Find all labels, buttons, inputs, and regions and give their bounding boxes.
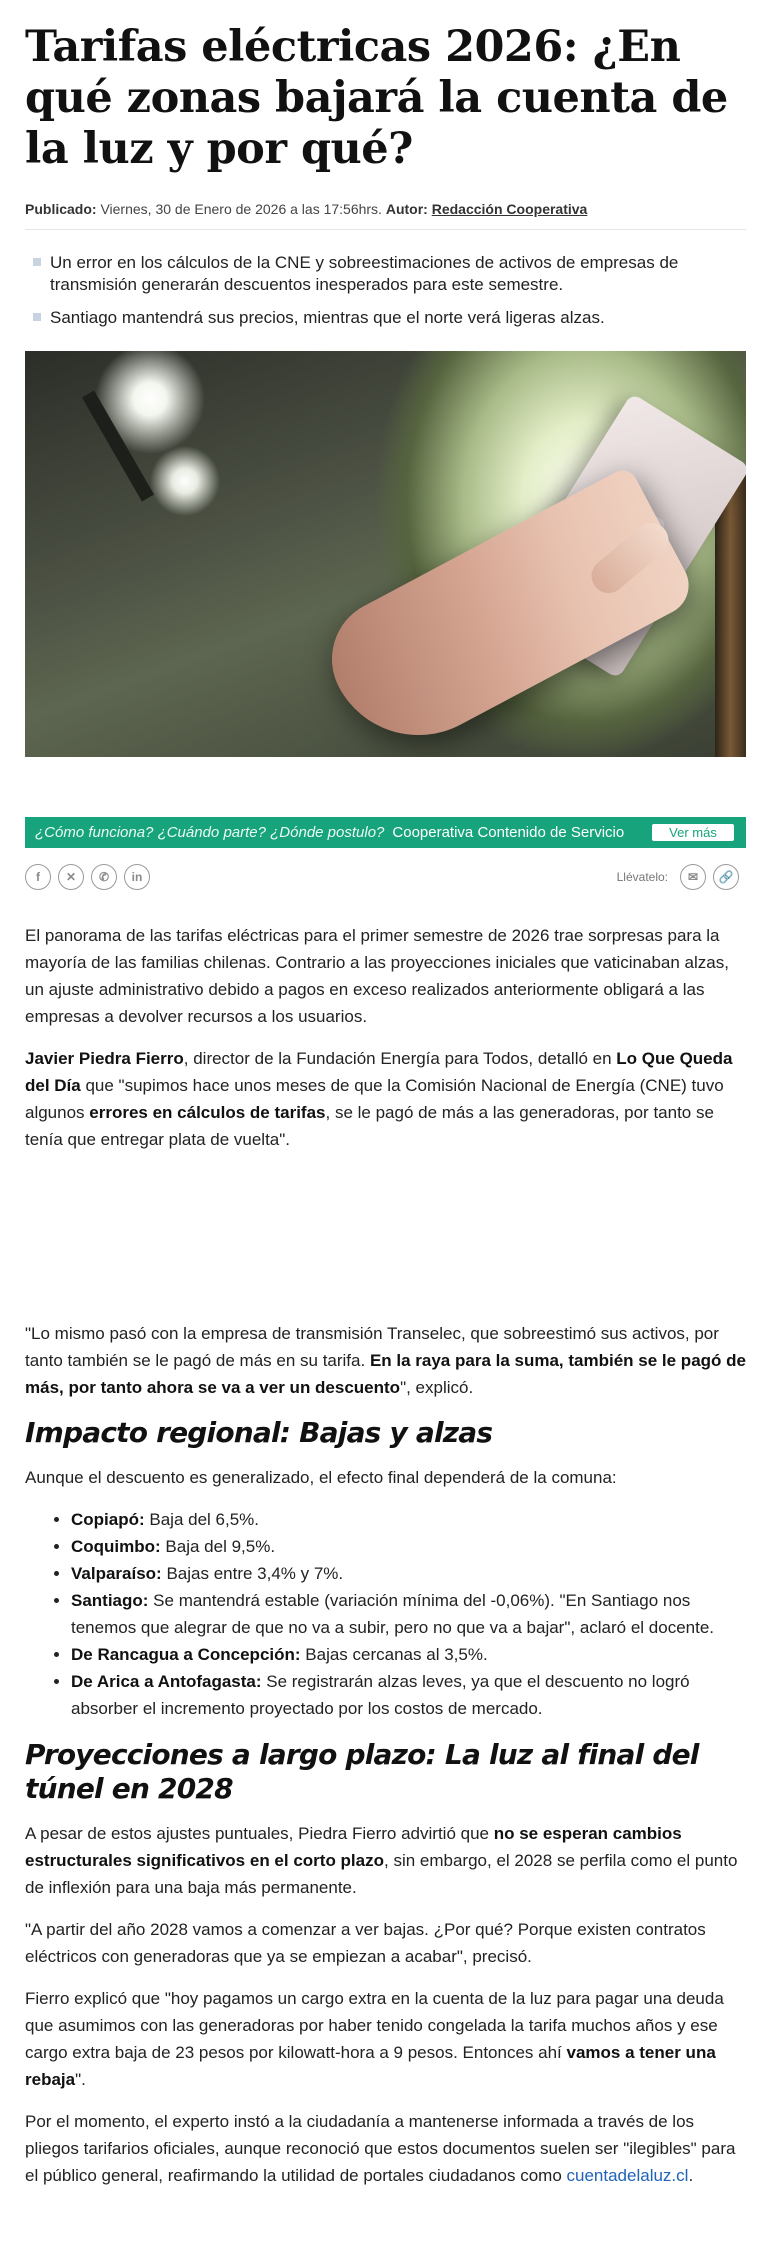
article-title: Tarifas eléctricas 2026: ¿En qué zonas bajará la cuenta de la luz y por qué? [25, 22, 728, 174]
banner-question: ¿Cómo funciona? ¿Cuándo parte? ¿Dónde postulo? [35, 824, 385, 841]
list-item: • Santiago: Se mantendrá estable (variación mínima del -0,06%). "En Santiago nos tenemos que alegrar de que no va a subir, pero no que va a bajar", aclaró el docente. [71, 1587, 746, 1641]
linkedin-icon[interactable]: in [124, 864, 150, 890]
whatsapp-icon[interactable]: ✆ [91, 864, 117, 890]
summary-bullets [25, 252, 746, 329]
bullet-square-icon [33, 313, 41, 321]
list-item: • Copiapó: Baja del 6,5%. [71, 1506, 746, 1533]
hand [311, 465, 699, 757]
list-item: • Valparaíso: Bajas entre 3,4% y 7%. [71, 1560, 746, 1587]
carry-label: Llévatelo: [616, 870, 668, 884]
paragraph: A pesar de estos ajustes puntuales, Piedra Fierro advirtió que no se esperan cambios estructurales significativos en el corto plazo, sin embargo, el 2028 se perfila como el punto de inflexión para una baja más permanente. [25, 1824, 738, 1897]
list-item: • De Arica a Antofagasta: Se registrarán alzas leves, ya que el descuento no logró absorber el incremento proyectado por los costos de mercado. [71, 1668, 746, 1722]
author-link[interactable]: Redacción Cooperativa [431, 201, 588, 217]
email-icon[interactable]: ✉ [680, 864, 706, 890]
bullet-square-icon [33, 258, 41, 266]
banner-more-button[interactable]: Ver más [652, 824, 734, 841]
list-item: • Coquimbo: Baja del 9,5%. [71, 1533, 746, 1560]
author-label: Autor: [385, 201, 428, 217]
paragraph: "A partir del año 2028 vamos a comenzar a ver bajas. ¿Por qué? Porque existen contratos eléctricos con generadoras que ya se empiezan a acabar", precisó. [25, 1920, 706, 1966]
paragraph: Javier Piedra Fierro, director de la Fundación Energía para Todos, detalló en Lo Que Queda del Día que "supimos hace unos meses de que la Comisión Nacional de Energía (CNE) tuvo algunos errores en cálculos de tarifas, se le pagó de más a las generadoras, por tanto se tenía que entregar plata de vuelta". [25, 1049, 733, 1149]
summary-bullet: Un error en los cálculos de la CNE y sobreestimaciones de activos de empresas de transmisión generarán descuentos inesperados para este semestre. [25, 252, 746, 296]
section-heading: Proyecciones a largo plazo: La luz al final del túnel en 2028 [25, 1738, 699, 1805]
regions-list [71, 1506, 746, 1722]
service-banner[interactable] [25, 817, 746, 848]
share-bar [25, 862, 746, 892]
paragraph: Por el momento, el experto instó a la ciudadanía a mantenerse informada a través de los pliegos tarifarios oficiales, aunque reconoció que estos documentos suelen ser "ilegibles" para el público general, reafirmando la utilidad de portales ciudadanos como cuentadelaluz.cl. [25, 2112, 736, 2185]
section-heading: Impacto regional: Bajas y alzas [25, 1416, 493, 1449]
ad-space [25, 1168, 746, 1320]
hero-image [25, 351, 746, 757]
x-icon[interactable]: ✕ [58, 864, 84, 890]
paragraph: Fierro explicó que "hoy pagamos un cargo extra en la cuenta de la luz para pagar una deuda que asumimos con las generadoras por haber tenido congelada la tarifa muchos años y ese cargo extra baja de 23 pesos por kilowatt-hora a 9 pesos. Entonces ahí vamos a tener una rebaja". [25, 1989, 724, 2089]
published-label: Publicado: [25, 201, 97, 217]
facebook-icon[interactable]: f [25, 864, 51, 890]
link-icon[interactable]: 🔗 [713, 864, 739, 890]
paragraph: Aunque el descuento es generalizado, el efecto final dependerá de la comuna: [25, 1468, 617, 1487]
paragraph: "Lo mismo pasó con la empresa de transmisión Transelec, que sobreestimó sus activos, por tanto también se le pagó de más en su tarifa. En la raya para la suma, también se le pagó de más, por tanto ahora se va a ver un descuento", explicó. [25, 1324, 746, 1397]
article-meta [25, 201, 746, 230]
article-body [25, 922, 746, 2189]
banner-brand: Cooperativa Contenido de Servicio [392, 824, 625, 841]
cuentadelaluz-link[interactable]: cuentadelaluz.cl [566, 2166, 689, 2185]
summary-bullet: Santiago mantendrá sus precios, mientras que el norte verá ligeras alzas. [25, 307, 746, 329]
published-date: Viernes, 30 de Enero de 2026 a las 17:56hrs. [100, 201, 382, 217]
paragraph: El panorama de las tarifas eléctricas para el primer semestre de 2026 trae sorpresas para la mayoría de las familias chilenas. Contrario a las proyecciones iniciales que vaticinaban alzas, un ajuste administrativo debido a pagos en exceso realizados anteriormente obligará a las empresas a devolver recursos a los usuarios. [25, 926, 729, 1026]
list-item: • De Rancagua a Concepción: Bajas cercanas al 3,5%. [71, 1641, 746, 1668]
